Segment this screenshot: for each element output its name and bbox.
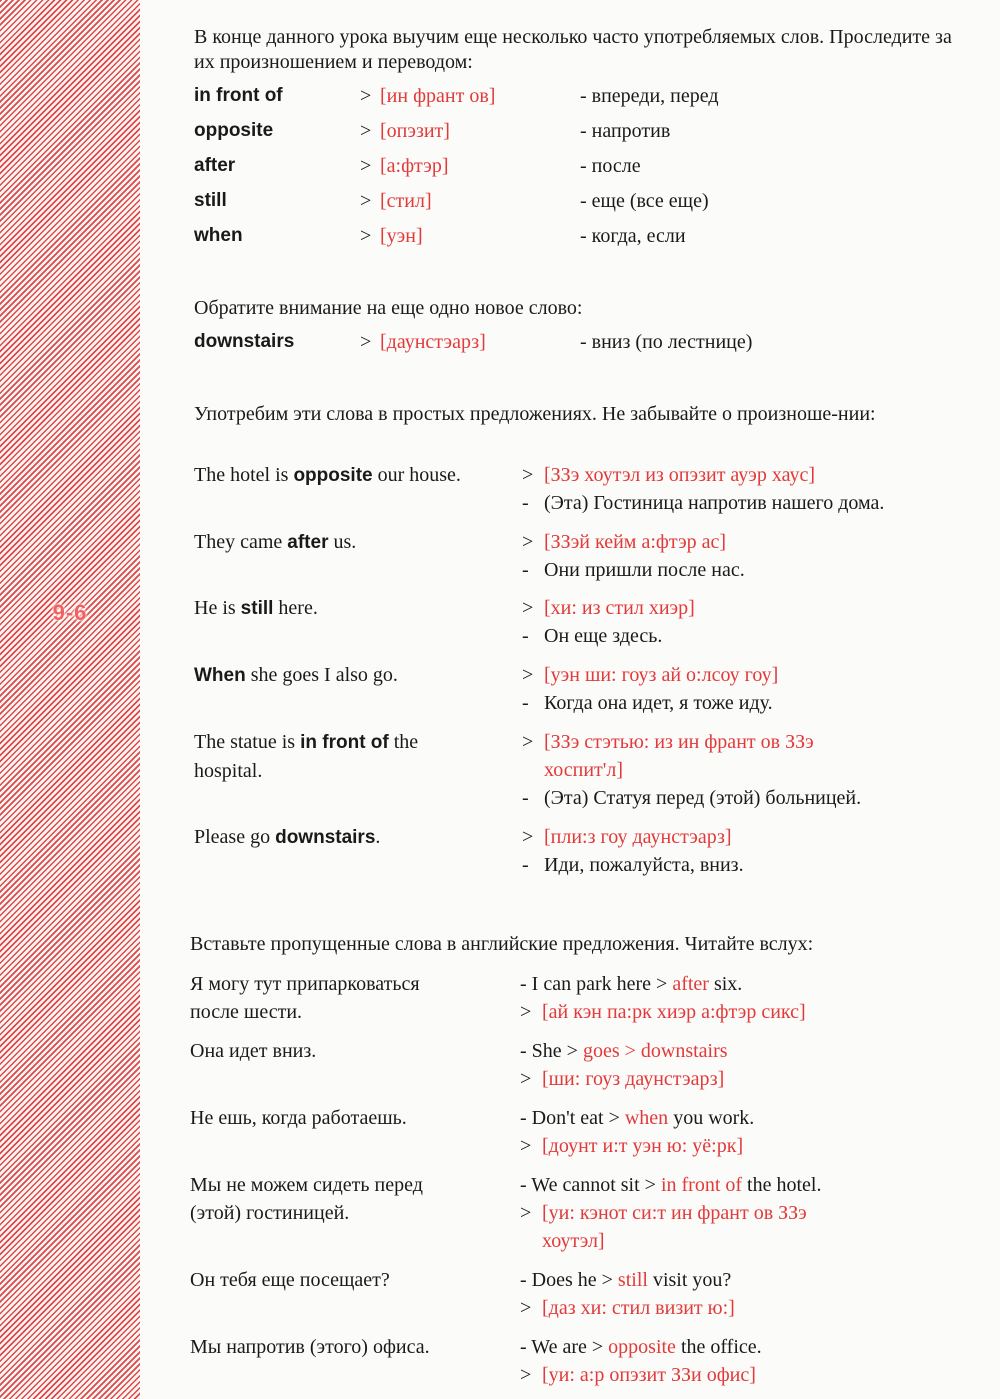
vocab-meaning: - напротив <box>580 120 671 142</box>
exercise-prompt-ru: Она идет вниз. <box>190 1040 317 1062</box>
note-text: Обратите внимание на еще одно новое слово: <box>194 297 583 319</box>
exercise-answer: - I can park here > after six. > [ай кэн па:рк хиэр а:фтэр сикс] <box>520 973 806 1023</box>
arrow: > <box>360 85 372 107</box>
example-sentence-en: When she goes I also go. <box>194 664 398 686</box>
example-sentence-translation: > [хи: из стил хиэр] - Он еще здесь. <box>522 597 695 647</box>
russian-translation: Он еще здесь. <box>544 625 663 647</box>
transcription: [уи: кэнот си:т ин франт ов ЗЗэ хоутэл] <box>542 1202 807 1252</box>
exercise-prompt-ru: Он тебя еще посещает? <box>190 1269 390 1291</box>
vocab-word: still <box>194 190 227 211</box>
vocab-meaning: - еще (все еще) <box>580 190 709 212</box>
transcription: [уэн ши: гоуз ай о:лсоу гоу] <box>544 664 779 686</box>
exercise-answer: - We are > opposite the office. > [уи: а:р опэзит ЗЗи офис] <box>520 1336 762 1386</box>
page-number: 9-6 <box>52 600 88 625</box>
vocab-word: in front of <box>194 85 283 106</box>
vocab-meaning: - после <box>580 155 641 177</box>
answer-word: still <box>617 1269 648 1291</box>
transcription: [даз хи: стил визит ю:] <box>542 1297 735 1319</box>
example-sentence-en: The hotel is opposite our house. <box>194 464 461 486</box>
vocab-meaning: - когда, если <box>580 225 686 247</box>
transcription: [ЗЗэ хоутэл из опэзит ауэр хаус] <box>544 464 816 486</box>
russian-translation: Когда она идет, я тоже иду. <box>544 692 773 714</box>
vocab-transcription: [уэн] <box>380 225 423 247</box>
example-sentence-translation: > [ЗЗэй кейм а:фтэр ас] - Они пришли после нас. <box>522 531 745 581</box>
transcription: [доунт и:т уэн ю: уё:рк] <box>542 1135 744 1157</box>
exercise-prompt-ru: Мы напротив (этого) офиса. <box>190 1336 430 1358</box>
vocab-meaning: - впереди, перед <box>580 85 719 107</box>
arrow: > <box>360 225 372 247</box>
transcription: [ЗЗэй кейм а:фтэр ас] <box>544 531 727 553</box>
vocab-meaning: - вниз (по лестнице) <box>580 331 753 353</box>
exercise-answer: - Don't eat > when you work. > [доунт и:т уэн ю: уё:рк] <box>520 1107 755 1157</box>
intro-text: В конце данного урока выучим еще несколько часто употребляемых слов. Проследите за их произношением и переводом: <box>194 26 952 73</box>
answer-word: in front of <box>660 1174 743 1196</box>
example-sentence-translation: > [пли:з гоу даунстэарз] - Иди, пожалуйста, вниз. <box>522 826 744 876</box>
exercise-answer: - Does he > still visit you? > [даз хи: стил визит ю:] <box>520 1269 735 1319</box>
transcription: [ЗЗэ стэтью: из ин франт ов ЗЗэ хоспит'л] <box>544 731 814 781</box>
transcription: [хи: из стил хиэр] <box>544 597 695 619</box>
answer-word: after <box>672 973 709 995</box>
vocab-word: when <box>194 225 243 246</box>
exercise-prompt-ru: Не ешь, когда работаешь. <box>190 1107 407 1129</box>
vocab-transcription: [даунстэарз] <box>380 331 486 353</box>
exercise-intro: Вставьте пропущенные слова в английские предложения. Читайте вслух: <box>190 933 814 955</box>
exercise-prompt-ru: Я могу тут припарковаться после шести. <box>190 973 420 1023</box>
example-sentence-translation: > [уэн ши: гоуз ай о:лсоу гоу] - Когда она идет, я тоже иду. <box>522 664 779 714</box>
answer-word: opposite <box>608 1336 676 1358</box>
arrow: > <box>360 331 372 353</box>
exercise-answer: - She > goes > downstairs > [ши: гоуз даунстэарз] <box>520 1040 728 1090</box>
example-sentence-en: Please go downstairs. <box>194 826 381 848</box>
usage-intro: Употребим эти слова в простых предложениях. Не забывайте о произноше-нии: <box>194 403 876 425</box>
russian-translation: Иди, пожалуйста, вниз. <box>544 854 744 876</box>
arrow: > <box>360 155 372 177</box>
russian-translation: Они пришли после нас. <box>544 559 745 581</box>
example-sentence-translation: > [ЗЗэ стэтью: из ин франт ов ЗЗэ хоспит'л] - (Эта) Статуя перед (этой) больницей. <box>522 728 962 812</box>
example-sentence-en: He is still here. <box>194 597 318 619</box>
vocab-transcription: [стил] <box>380 190 432 212</box>
example-sentence-en: The statue is in front of the hospital. <box>194 731 419 782</box>
transcription: [уи: а:р опэзит ЗЗи офис] <box>542 1364 756 1386</box>
answer-word: when <box>624 1107 669 1129</box>
answer-word: goes > downstairs <box>582 1040 728 1062</box>
exercise-answer: - We cannot sit > in front of the hotel. > [уи: кэнот си:т ин франт ов ЗЗэ хоутэл] <box>520 1171 960 1255</box>
transcription: [ши: гоуз даунстэарз] <box>542 1068 725 1090</box>
arrow: > <box>360 190 372 212</box>
transcription: [пли:з гоу даунстэарз] <box>544 826 732 848</box>
russian-translation: (Эта) Статуя перед (этой) больницей. <box>544 787 862 809</box>
vocab-word: opposite <box>194 120 274 141</box>
russian-translation: (Эта) Гостиница напротив нашего дома. <box>544 492 885 514</box>
vocab-transcription: [опэзит] <box>380 120 450 142</box>
example-sentence-translation: > [ЗЗэ хоутэл из опэзит ауэр хаус] - (Эта) Гостиница напротив нашего дома. <box>522 464 885 514</box>
vocab-word: downstairs <box>194 331 295 352</box>
transcription: [ай кэн па:рк хиэр а:фтэр сикс] <box>542 1001 806 1023</box>
vocab-word: after <box>194 155 236 176</box>
example-sentence-en: They came after us. <box>194 531 357 553</box>
exercise-prompt-ru: Мы не можем сидеть перед (этой) гостиницей. <box>190 1174 423 1224</box>
vocab-transcription: [а:фтэр] <box>380 155 449 177</box>
arrow: > <box>360 120 372 142</box>
vocab-transcription: [ин франт ов] <box>380 85 496 107</box>
